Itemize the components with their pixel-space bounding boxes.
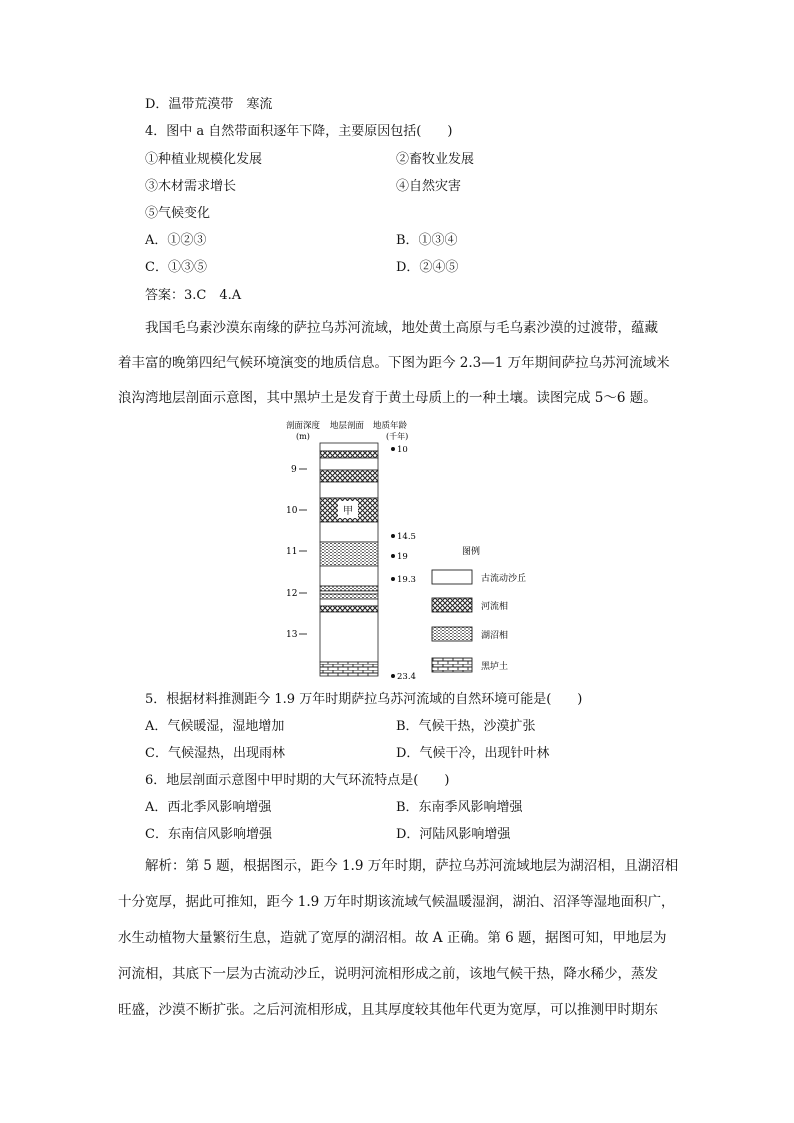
- analysis-line-2: 十分宽厚，据此可推知，距今 1.9 万年时期该流域气候温暖湿润，湖泊、沼泽等湿地面积广，: [118, 894, 675, 910]
- layer-sand-thin: [320, 591, 378, 594]
- q4-option-c: C．①③⑤: [145, 260, 207, 275]
- legend-swatch-lake: [432, 627, 472, 641]
- age-dot: [391, 447, 395, 451]
- q5-option-c: C．气候湿热，出现雨林: [145, 746, 285, 761]
- depth-tick-9: 9: [291, 465, 297, 475]
- q4-item-1: ①种植业规模化发展: [145, 152, 263, 167]
- age-dot: [391, 534, 395, 538]
- q4-option-d: D．②④⑤: [396, 260, 459, 275]
- q4-item-4: ④自然灾害: [396, 179, 462, 194]
- passage-line-3: 浪沟湾地层剖面示意图，其中黑垆土是发育于黄土母质上的一种土壤。读图完成 5～6 题。: [118, 390, 657, 406]
- legend-swatch-river: [432, 598, 472, 612]
- analysis-line-3: 水生动植物大量繁衍生息，造就了宽厚的湖沼相。故 A 正确。第 6 题，据图可知，甲地层为: [118, 930, 667, 946]
- depth-axis: [286, 465, 307, 640]
- layer-sand: [320, 482, 378, 498]
- q4-option-a: A．①②③: [145, 233, 207, 248]
- layer-lake: [320, 542, 378, 566]
- q4-item-2: ②畜牧业发展: [396, 152, 475, 167]
- stratigraphic-profile-figure: [280, 418, 560, 688]
- layer-lake-thin: [320, 586, 378, 591]
- depth-tick-13: 13: [286, 630, 298, 640]
- q5-option-d: D．气候干冷，出现针叶林: [396, 746, 550, 761]
- age-axis: [391, 445, 416, 682]
- q6-option-c: C．东南信风影响增强: [145, 827, 272, 842]
- q5-option-b: B．气候干热，沙漠扩张: [396, 719, 536, 734]
- passage-line-1: 我国毛乌素沙漠东南缘的萨拉乌苏河流域，地处黄土高原与毛乌素沙漠的过渡带，蕴藏: [145, 320, 658, 336]
- analysis-line-5: 旺盛，沙漠不断扩张。之后河流相形成，且其厚度较其他年代更为宽厚，可以推测甲时期东: [118, 1002, 658, 1018]
- answer-3-4: 答案：3.C 4.A: [145, 288, 242, 303]
- depth-tick-10: 10: [286, 506, 298, 516]
- age-unit: (千年): [386, 432, 409, 441]
- q6-option-a: A．西北季风影响增强: [145, 800, 272, 815]
- layer-sand-bottom: [320, 612, 378, 662]
- layer-sand: [320, 566, 378, 586]
- q6-option-b: B．东南季风影响增强: [396, 800, 523, 815]
- age-19: 19: [397, 552, 408, 562]
- layer-sand: [320, 522, 378, 542]
- age-dot: [391, 674, 395, 678]
- layer-sand: [320, 458, 378, 470]
- layer-lake-thin: [320, 594, 378, 599]
- q4-option-b: B．①③④: [396, 233, 458, 248]
- q3-option-d: D．温带荒漠带 寒流: [145, 97, 273, 112]
- layer-sand-top: [320, 443, 378, 451]
- q5-option-a: A．气候暖湿，湿地增加: [145, 719, 285, 734]
- age-dot: [391, 577, 395, 581]
- age-10: 10: [397, 445, 408, 455]
- age-23-4: 23.4: [397, 672, 416, 682]
- layer-black-loam: [320, 662, 378, 676]
- legend-black-loam: 黑垆土: [481, 662, 509, 672]
- age-19-3: 19.3: [397, 575, 416, 585]
- depth-unit: (m): [296, 432, 310, 441]
- layer-river: [320, 451, 378, 458]
- age-dot: [391, 554, 395, 558]
- layer-sand: [320, 599, 378, 606]
- layer-river: [320, 606, 378, 612]
- legend: [432, 545, 526, 672]
- passage-line-2: 着丰富的晚第四纪气候环境演变的地质信息。下图为距今 2.3—1 万年期间萨拉乌苏河流域米: [118, 355, 670, 371]
- analysis-line-1: 解析：第 5 题，根据图示，距今 1.9 万年时期，萨拉乌苏河流域地层为湖沼相，且湖沼相: [145, 858, 679, 874]
- header-depth: 剖面深度: [286, 421, 321, 431]
- legend-river: 河流相: [481, 602, 509, 612]
- q6-option-d: D．河陆风影响增强: [396, 827, 511, 842]
- legend-swatch-black-loam: [432, 658, 472, 672]
- header-age: 地质年龄: [373, 421, 408, 431]
- q4-item-3: ③木材需求增长: [145, 179, 237, 194]
- legend-lake: 湖沼相: [481, 631, 509, 641]
- q5-stem: 5．根据材料推测距今 1.9 万年时期萨拉乌苏河流域的自然环境可能是( ): [145, 692, 583, 707]
- depth-tick-11: 11: [286, 547, 298, 557]
- analysis-line-4: 河流相，其底下一层为古流动沙丘，说明河流相形成之前，该地气候干热，降水稀少，蒸发: [118, 966, 658, 982]
- layer-river: [320, 470, 378, 482]
- q4-stem: 4．图中 a 自然带面积逐年下降，主要原因包括( ): [145, 124, 453, 139]
- header-profile: 地层剖面: [330, 421, 365, 431]
- legend-sand: 古流动沙丘: [481, 574, 527, 584]
- legend-title: 图例: [462, 547, 481, 557]
- label-jia: 甲: [343, 506, 353, 517]
- legend-swatch-sand: [432, 570, 472, 584]
- profile-column: [320, 443, 378, 676]
- age-14-5: 14.5: [397, 532, 416, 542]
- q4-item-5: ⑤气候变化: [145, 206, 211, 221]
- depth-tick-12: 12: [286, 589, 298, 599]
- q6-stem: 6．地层剖面示意图中甲时期的大气环流特点是( ): [145, 773, 450, 788]
